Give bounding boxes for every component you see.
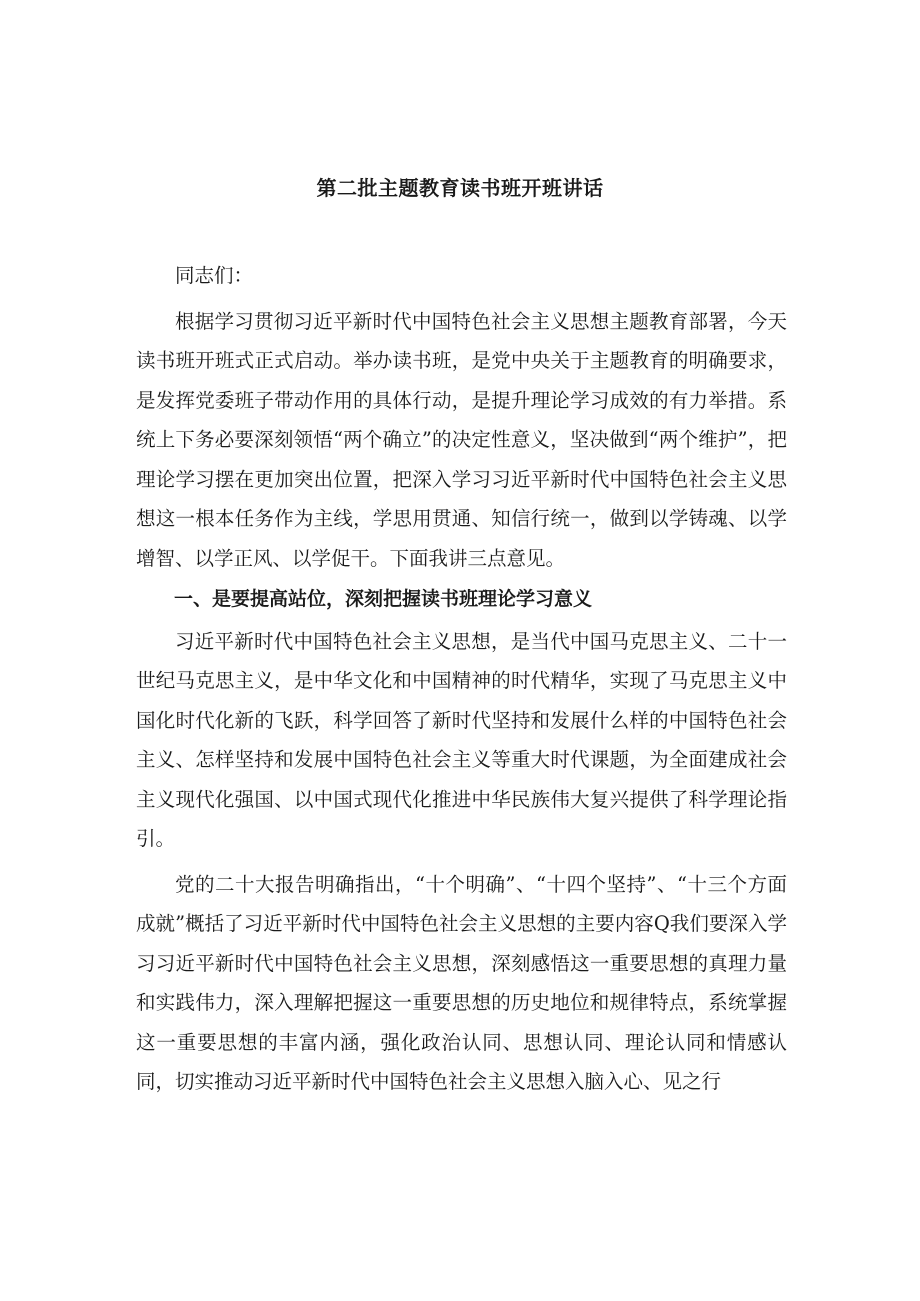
section-heading: 一、是要提高站位，深刻把握读书班理论学习意义 [174,588,593,610]
intro-paragraph: 根据学习贯彻习近平新时代中国特色社会主义思想主题教育部署，今天读书班开班式正式启动。举办读书班，是党中央关于主题教育的明确要求，是发挥党委班子带动作用的具体行动，是提升理论学习成效的有力举措。系统上下务必要深刻领悟“两个确立”的决定性意义，坚决做到“两个维护”，把理论学习摆在更加突出位置，把深入学习习近平新时代中国特色社会主义思想这一根本任务作为主线，学思用贯通、知信行统一，做到以学铸魂、以学增智、以学正风、以学促干。下面我讲三点意见。 [136,309,787,570]
section-paragraph: 党的二十大报告明确指出，“十个明确”、“十四个坚持”、“十三个方面成就”概括了习近平新时代中国特色社会主义思想的主要内容Q我们要深入学习习近平新时代中国特色社会主义思想，深刻感悟这一重要思想的真理力量和实践伟力，深入理解把握这一重要思想的历史地位和规律特点，系统掌握这一重要思想的丰富内涵，强化政治认同、思想认同、理论认同和情感认同，切实推动习近平新时代中国特色社会主义思想入脑入心、见之行 [136,872,787,1093]
document-title: 第二批主题教育读书班开班讲话 [316,176,604,200]
document-body [136,256,787,1102]
salutation: 同志们： [175,264,254,287]
section-paragraph: 习近平新时代中国特色社会主义思想，是当代中国马克思主义、二十一世纪马克思主义，是中华文化和中国精神的时代精华，实现了马克思主义中国化时代化新的飞跃，科学回答了新时代坚持和发展什么样的中国特色社会主义、怎样坚持和发展中国特色社会主义等重大时代课题，为全面建成社会主义现代化强国、以中国式现代化推进中华民族伟大复兴提供了科学理论指引。 [136,629,787,850]
